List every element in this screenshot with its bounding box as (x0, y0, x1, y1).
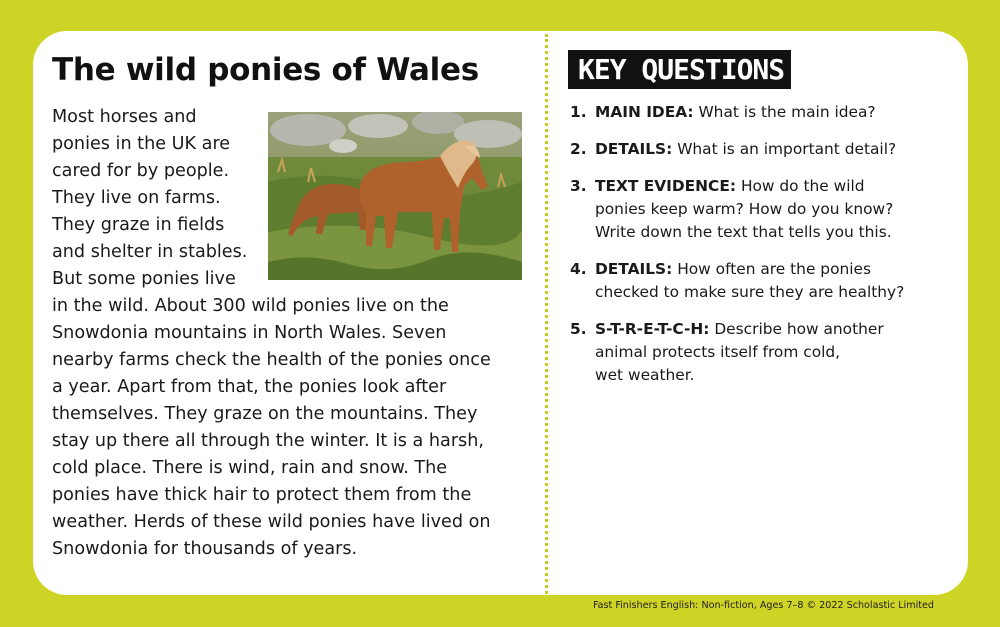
question-number: 5. (570, 320, 587, 338)
question-number: 3. (570, 177, 587, 195)
question-number: 4. (570, 260, 587, 278)
question-item (570, 318, 958, 387)
story-line: Most horses and (52, 107, 197, 127)
question-text: What is the main idea? (698, 103, 876, 121)
story-line: They graze in fields (52, 215, 225, 235)
story-line: Snowdonia mountains in North Wales. Seven (52, 323, 447, 343)
question-label: MAIN IDEA: (595, 103, 694, 121)
copyright-footer: Fast Finishers English: Non-fiction, Ages 7–8 © 2022 Scholastic Limited (593, 600, 934, 611)
story-line: They live on farms. (52, 188, 221, 208)
question-label: DETAILS: (595, 260, 673, 278)
story-line: ponies have thick hair to protect them from the (52, 485, 472, 505)
story-line: nearby farms check the health of the ponies once (52, 350, 491, 370)
question-number: 1. (570, 103, 587, 121)
question-label: TEXT EVIDENCE: (595, 177, 737, 195)
question-text: wet weather. (595, 366, 695, 384)
question-label: DETAILS: (595, 140, 673, 158)
story-line: themselves. They graze on the mountains. They (52, 404, 478, 424)
story-line: ponies in the UK are (52, 134, 231, 154)
question-text: Write down the text that tells you this. (595, 223, 892, 241)
question-list (570, 101, 958, 387)
key-questions-section (568, 50, 958, 401)
story-section (52, 50, 522, 90)
story-line: Snowdonia for thousands of years. (52, 539, 358, 559)
question-item (570, 258, 958, 304)
question-text: How often are the ponies (677, 260, 872, 278)
question-item (570, 175, 958, 244)
question-text: What is an important detail? (677, 140, 897, 158)
question-text: ponies keep warm? How do you know? (595, 200, 894, 218)
story-line: But some ponies live (52, 269, 236, 289)
story-line: stay up there all through the winter. It is a harsh, (52, 431, 484, 451)
story-line: and shelter in stables. (52, 242, 248, 262)
question-text: Describe how another (714, 320, 884, 338)
dotted-divider (545, 34, 548, 594)
question-number: 2. (570, 140, 587, 158)
story-title: The wild ponies of Wales (52, 52, 479, 88)
question-label: S-T-R-E-T-C-H: (595, 320, 710, 338)
key-questions-heading: KEY QUESTIONS (568, 50, 791, 89)
story-line: cold place. There is wind, rain and snow. The (52, 458, 448, 478)
question-text: animal protects itself from cold, (595, 343, 841, 361)
story-line: in the wild. About 300 wild ponies live on the (52, 296, 449, 316)
question-item (570, 101, 958, 124)
question-item (570, 138, 958, 161)
story-line: a year. Apart from that, the ponies look after (52, 377, 447, 397)
story-text (52, 104, 524, 563)
story-line: cared for by people. (52, 161, 230, 181)
story-line: weather. Herds of these wild ponies have lived on (52, 512, 491, 532)
question-text: How do the wild (740, 177, 865, 195)
question-text: checked to make sure they are healthy? (595, 283, 905, 301)
